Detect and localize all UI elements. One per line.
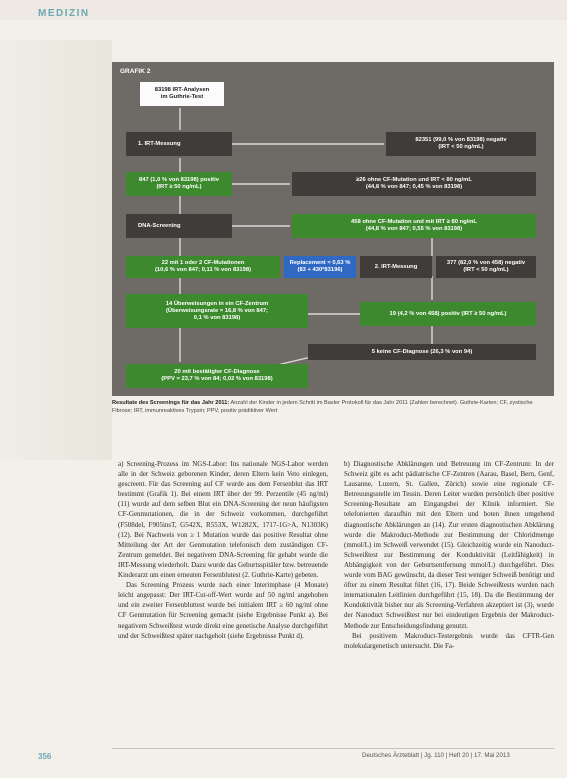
node-with-mutations: 22 mit 1 oder 2 CF-Mutationen (10,6 % von 847; 0,11 % von 83198) xyxy=(126,256,280,278)
paragraph-diagnostic-clarification: b) Diagnostische Abklärungen und Betreuung im CF-Zentrum: In der Schweiz gibt es acht pädiatrische CF-Zentren (Aarau, Basel, Bern, Genf, Lausanne, Luzern, St. Gallen, Zürich) sowie eine regionale CF-Betreuungsstelle im Tessin. Deren Leiter wurden persönlich über positive Screening-Resultate am Eingangsbei der Klinik informiert. Sie telefonierten daraufhin mit den Eltern und boten ihnen umgehend diagnostische Abklärungen an (14). Zur ersten diagnostischen Abklärung wurde die Makroduct-Methode zur Bestimmung der Chloridmenge (mmol/L) im Schweiß verwendet (15). Gleichzeitig wurde ein Nanoduct-Schweißtest zur Bestimmung der Konduktivität (Leitfähigkeit) in Abhängigkeit von der Geburtsentfernung mmol/L) durchgeführt. Dies wurde vom BAG gewünscht, da dieser Test weniger Schweiß benötigt und öfter zu einem Resultat führt (16, 17). Beide Schweißtests wurden nach internationalen Leitlinien durchgeführt (15, 18). Da die Bestimmung der Konduktivität bisher nur als Screening-Verfahren akzeptiert ist (3), wurde der Nanoduct Schweißtest nur bei eindeutigen Ergebnis der Makroduct-Methode zur Entscheidungsfindung genutzt. xyxy=(344,460,554,630)
footer-rule xyxy=(112,748,554,749)
node-dna-screening: DNA-Screening xyxy=(126,214,232,238)
node-replacement-rate: Replacement = 0,63 % (83 + 430*83196) xyxy=(284,256,356,278)
text-column-left xyxy=(118,459,328,641)
node-no-mutation-high: 458 ohne CF-Mutation und mit IRT ≥ 80 ng/mL (44,8 % von 847; 0,55 % von 83198) xyxy=(292,214,536,238)
node-second-irt: 2. IRT-Messung xyxy=(360,256,432,278)
node-no-cf-diagnosis: 5 keine CF-Diagnose (26,3 % von 94) xyxy=(308,344,536,360)
page-number: 356 xyxy=(38,752,52,761)
paragraph-screening-process: a) Screening-Prozess im NGS-Labor: Ins nationale NGS-Labor werden alle in der Schweiz geborenen Kinder, deren Eltern kein Veto einlegen, gescreent. Für das Screening auf CF wurde aus dem Fersenblut das IRT bestimmt (Grafik 1). Bei einem IRT über der 99. Perzentile (45 ng/ml) (11) wurde auf dem selben Blut ein DNA-Screening der neun häufigsten CF-Genmutationen, die in der Schweiz vorkommen, durchgeführt (F508del, F905insT, G542X, R553X, W1282X, 1717-1G>A, N1303K) (12). Bei Nachweis von ≥ 1 Mutation wurde das positive Resultat ohne Mitteilung der Art der Genmutation telefonisch dem zuständigen CF-Zentrum gemeldet. Bei negativem DNA-Screening für gehabt wurde die IRT-Messung wiederholt. Dazu wurde das Geburtsspitäler bzw. betreuende Kinderarzt um einen erneuten Fersenblutest (2. Guthrie-Karte) gebeten. xyxy=(118,460,328,580)
node-clinic-referrals: 14 Überweisungen in ein CF-Zentrum (Überweisungsrate = 16,8 % von 847; 0,1 % von 83198) xyxy=(126,294,308,328)
figure-caption xyxy=(112,400,554,415)
node-positive-first: 847 (1,0 % von 83198) positiv (IRT ≥ 50 ng/mL) xyxy=(126,172,232,196)
section-label: MEDIZIN xyxy=(38,8,90,19)
paragraph-molecular-testing: Bei positivem Makroduct-Testergebnis wurde das CFTR-Gen molekulargenetisch untersucht. Die Fa- xyxy=(344,631,554,650)
node-negative-second: 377 (82,0 % von 458) negativ (IRT < 50 ng/mL) xyxy=(436,256,536,278)
node-positive-second: 19 (4,2 % von 458) positiv (IRT ≥ 50 ng/mL) xyxy=(360,302,536,326)
node-confirmed-diagnosis: 20 mit bestätigter CF-Diagnose (PPV = 23,7 % von 84; 0,02 % von 83198) xyxy=(126,364,308,388)
flowchart-figure xyxy=(112,62,554,396)
caption-text: Anzahl der Kinder in jedem Schritt im Basler Protokoll für das Jahr 2011 (Zahlen berechnet). Guthrie-Karten; CF, zystische Fibrose; IRT, immunreaktives Trypsin; PPV, positiv prädiktiver Wert xyxy=(112,400,533,414)
node-start-analyses: 83198 IRT-Analysen im Guthrie-Test xyxy=(140,82,224,106)
node-negative-first: 82351 (99,0 % von 83198) negativ (IRT < 50 ng/mL) xyxy=(386,132,536,156)
node-first-irt: 1. IRT-Messung xyxy=(126,132,232,156)
node-no-mutation-low: ≥26 ohne CF-Mutation und IRT < 80 ng/mL (44,8 % von 847; 0,45 % von 83198) xyxy=(292,172,536,196)
figure-tag: GRAFIK 2 xyxy=(120,68,151,75)
journal-reference: Deutsches Ärzteblatt | Jg. 110 | Heft 20 | 17. Mai 2013 xyxy=(362,752,510,759)
paragraph-interim-adjustment: Das Screening Prozess wurde nach einer Interimphase (4 Monate) leicht angepasst: Der IRT-Cut-off-Wert wurde auf 50 ng/ml angehoben und ein zweiter Fersenbluttest wurde bei initialem IRT ≥ 60 ng/ml ohne CF Genmutation für Screening gemacht (siehe Ergebnisse Punkt a). Bei negativem Schweißtest wurde direkt eine genetische Analyse durchgeführt und der Schweißtest später nachgeholt (siehe Ergebnisse Punkt d). xyxy=(118,581,328,640)
left-margin-column xyxy=(0,40,112,460)
text-column-right xyxy=(344,459,554,651)
caption-lead: Resultate des Screenings für das Jahr 2011: xyxy=(112,400,230,406)
